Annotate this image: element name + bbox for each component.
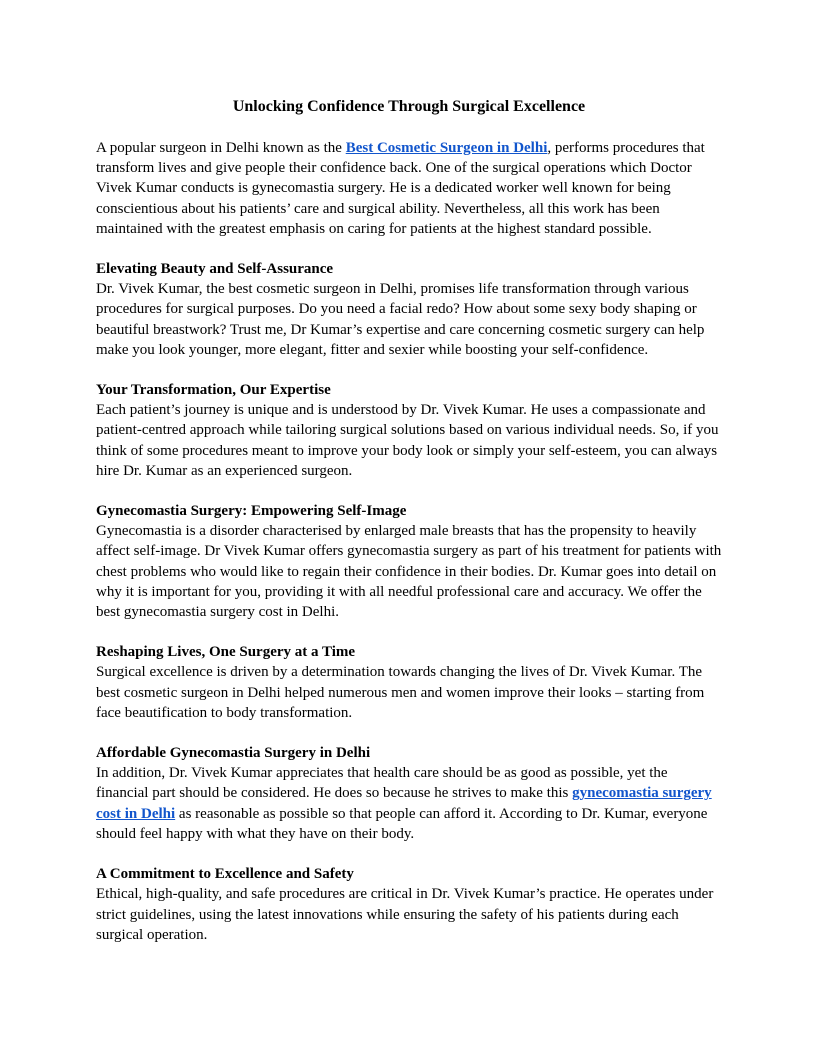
intro-text-before-link: A popular surgeon in Delhi known as the	[96, 140, 346, 156]
gynecomastia-cost-link[interactable]: gynecomastia surgery cost in Delhi	[96, 785, 712, 822]
section-reshaping-lives	[96, 642, 722, 723]
section-heading: Elevating Beauty and Self-Assurance	[96, 261, 334, 278]
section-heading: Gynecomastia Surgery: Empowering Self-Image	[96, 503, 407, 520]
section-body: Dr. Vivek Kumar, the best cosmetic surgeon in Delhi, promises life transformation through various procedures for surgical purposes. Do you need a facial redo? How about some sexy body shaping or beautiful breastwork? Trust me, Dr Kumar’s expertise and care concerning cosmetic surgery can help make you look younger, more elegant, fitter and sexier while boosting your self-confidence.	[96, 281, 705, 358]
section-excellence-safety	[96, 864, 722, 945]
document-page	[96, 96, 722, 945]
section-body-after-link: as reasonable as possible so that people can afford it. According to Dr. Kumar, everyone should feel happy with what they have on their body.	[96, 805, 708, 842]
section-heading: Your Transformation, Our Expertise	[96, 382, 331, 399]
section-affordable-gynecomastia	[96, 743, 722, 844]
intro-text-after-link: , performs procedures that transform lives and give people their confidence back. One of the surgical operations which Doctor Vivek Kumar conducts is gynecomastia surgery. He is a dedicated worker well known for being conscientious about his patients’ care and surgical ability. Nevertheless, all this work has been maintained with the greatest emphasis on caring for patients at the highest standard possible.	[96, 140, 705, 237]
intro-paragraph	[96, 138, 722, 239]
section-heading: Reshaping Lives, One Surgery at a Time	[96, 644, 356, 661]
section-transformation-expertise	[96, 380, 722, 481]
section-elevating-beauty	[96, 259, 722, 360]
section-heading: Affordable Gynecomastia Surgery in Delhi	[96, 745, 371, 762]
best-cosmetic-surgeon-link[interactable]: Best Cosmetic Surgeon in Delhi	[345, 140, 548, 156]
section-body: Surgical excellence is driven by a determination towards changing the lives of Dr. Vivek Kumar. The best cosmetic surgeon in Delhi helped numerous men and women improve their looks – starting from face beautification to body transformation.	[96, 664, 705, 721]
section-body: Ethical, high-quality, and safe procedures are critical in Dr. Vivek Kumar’s practice. He operates under strict guidelines, using the latest innovations while ensuring the safety of his patients during each surgical operation.	[96, 886, 714, 943]
page-title: Unlocking Confidence Through Surgical Excellence	[232, 98, 586, 115]
section-body: Each patient’s journey is unique and is understood by Dr. Vivek Kumar. He uses a compassionate and patient-centred approach while tailoring surgical solutions based on various individual needs. So, if you think of some procedures meant to improve your body look or simply your self-esteem, you can always hire Dr. Kumar as an experienced surgeon.	[96, 402, 719, 479]
section-body: Gynecomastia is a disorder characterised by enlarged male breasts that has the propensity to heavily affect self-image. Dr Vivek Kumar offers gynecomastia surgery as part of his treatment for patients with chest problems who would like to regain their confidence in their bodies. Dr. Kumar goes into detail on why it is important for you, providing it with all needful professional care and accuracy. We offer the best gynecomastia surgery cost in Delhi.	[96, 523, 722, 621]
section-gynecomastia-self-image	[96, 501, 722, 622]
section-body	[96, 763, 722, 844]
section-heading: A Commitment to Excellence and Safety	[96, 866, 354, 883]
section-body-before-link: In addition, Dr. Vivek Kumar appreciates that health care should be as good as possible, yet the financial part should be considered. He does so because he strives to make this	[96, 765, 668, 802]
